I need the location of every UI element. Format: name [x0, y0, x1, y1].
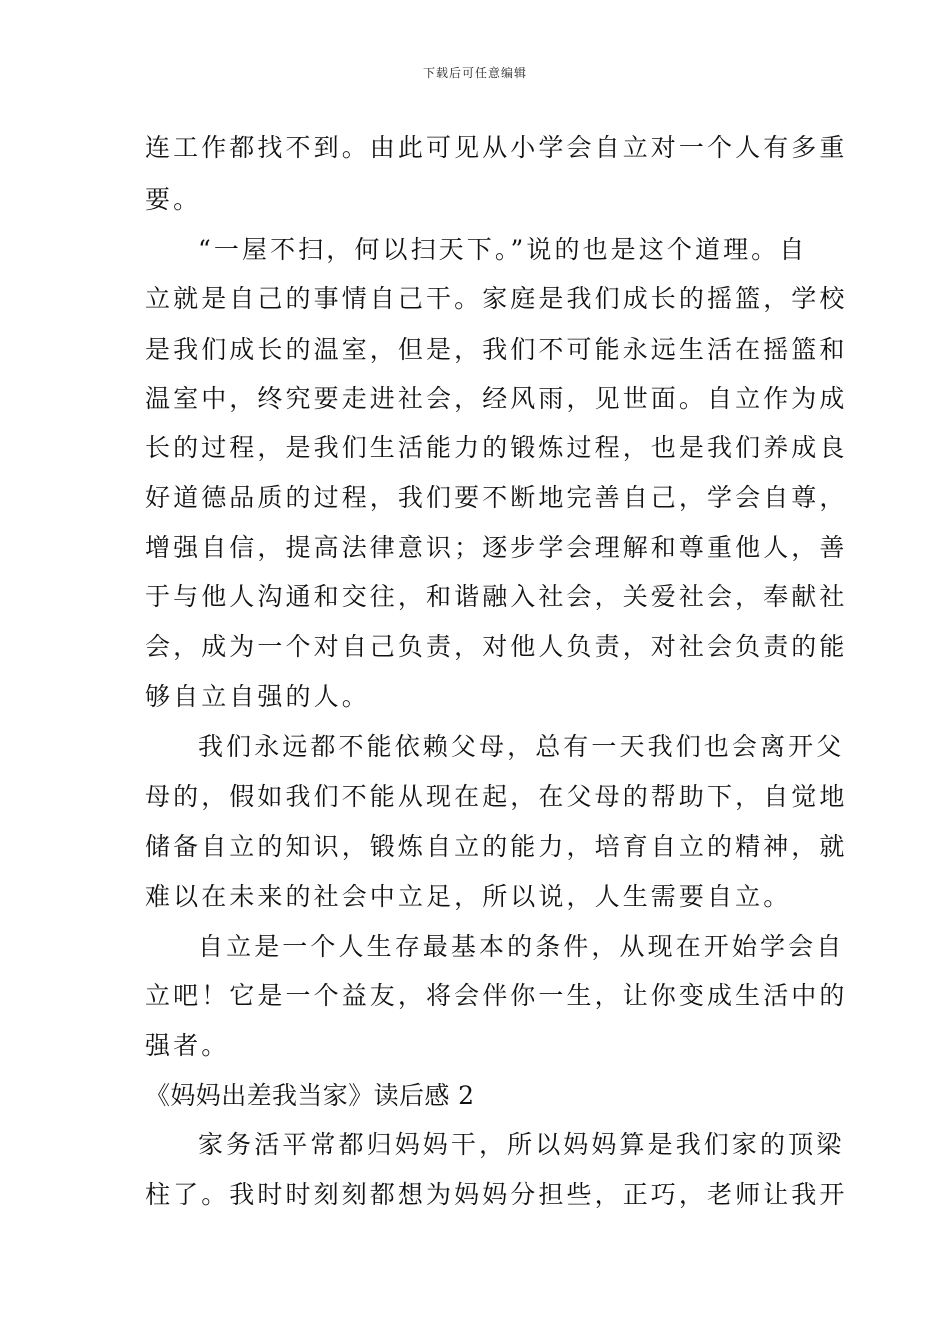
paragraph-line: 立就是自己的事情自己干。家庭是我们成长的摇篮，学校 [145, 284, 848, 313]
paragraph-line: 够自立自强的人。 [145, 682, 370, 711]
paragraph-line: 长的过程，是我们生活能力的锻炼过程，也是我们养成良 [145, 433, 848, 462]
paragraph-line: 温室中，终究要走进社会，经风雨，见世面。自立作为成 [145, 384, 848, 413]
paragraph-line: 会，成为一个对自己负责，对他人负责，对社会负责的能 [145, 632, 848, 661]
paragraph-line: 要。 [145, 185, 202, 214]
paragraph-line: “一屋不扫，何以扫天下。”说的也是这个道理。自 [198, 235, 808, 264]
paragraph-line: 是我们成长的温室，但是，我们不可能永远生活在摇篮和 [145, 335, 848, 364]
section-title: 《妈妈出差我当家》读后感 2 [145, 1081, 475, 1110]
paragraph-line: 增强自信，提高法律意识；逐步学会理解和尊重他人，善 [145, 533, 848, 562]
page-header: 下载后可任意编辑 [422, 66, 527, 80]
paragraph-line: 储备自立的知识，锻炼自立的能力，培育自立的精神，就 [145, 832, 848, 861]
paragraph-line: 连工作都找不到。由此可见从小学会自立对一个人有多重 [145, 133, 848, 162]
paragraph-line: 立吧！它是一个益友，将会伴你一生，让你变成生活中的 [145, 981, 848, 1010]
paragraph-line: 自立是一个人生存最基本的条件，从现在开始学会自 [198, 932, 845, 961]
paragraph-line: 于与他人沟通和交往，和谐融入社会，关爱社会，奉献社 [145, 582, 848, 611]
paragraph-line: 我们永远都不能依赖父母，总有一天我们也会离开父 [198, 732, 845, 761]
paragraph-line: 难以在未来的社会中立足，所以说，人生需要自立。 [145, 882, 792, 911]
paragraph-line: 家务活平常都归妈妈干，所以妈妈算是我们家的顶梁 [198, 1130, 845, 1159]
paragraph-line: 强者。 [145, 1031, 230, 1060]
paragraph-line: 柱了。我时时刻刻都想为妈妈分担些，正巧，老师让我开 [145, 1180, 848, 1209]
paragraph-line: 母的，假如我们不能从现在起，在父母的帮助下，自觉地 [145, 782, 848, 811]
paragraph-line: 好道德品质的过程，我们要不断地完善自己，学会自尊， [145, 483, 848, 512]
